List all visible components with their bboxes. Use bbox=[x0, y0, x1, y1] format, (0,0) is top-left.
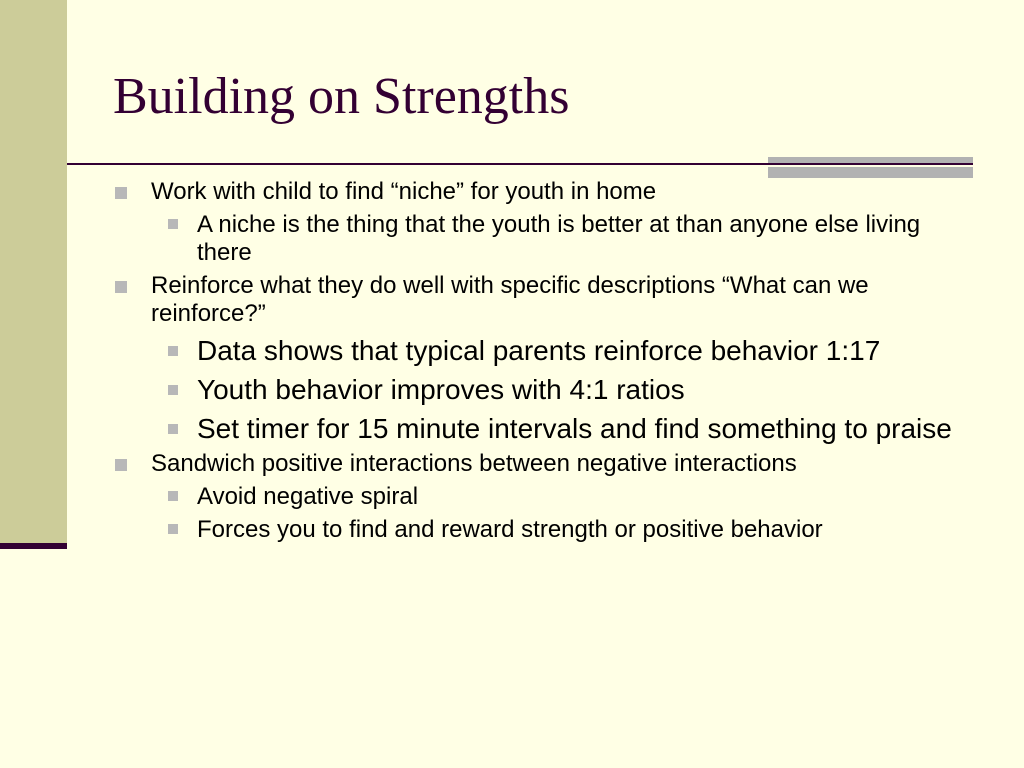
square-bullet-icon bbox=[168, 385, 178, 395]
divider-accent-bottom bbox=[768, 167, 973, 178]
sub-bullet-text: A niche is the thing that the youth is better at than anyone else living there bbox=[197, 211, 921, 266]
sub-bullet-text: Data shows that typical parents reinforce behavior 1:17 bbox=[197, 335, 881, 366]
square-bullet-icon bbox=[115, 459, 127, 471]
square-bullet-icon bbox=[115, 187, 127, 199]
bullet-item bbox=[110, 272, 970, 328]
bullet-text: Sandwich positive interactions between negative interactions bbox=[151, 450, 797, 477]
bullet-text: Work with child to find “niche” for youth in home bbox=[151, 178, 657, 205]
square-bullet-icon bbox=[168, 524, 178, 534]
slide-title: Building on Strengths bbox=[113, 68, 570, 125]
bullet-item bbox=[110, 178, 970, 206]
bullet-list bbox=[110, 178, 970, 544]
square-bullet-icon bbox=[168, 491, 178, 501]
left-decorative-bar bbox=[0, 0, 67, 546]
sub-bullet-text: Set timer for 15 minute intervals and find something to praise bbox=[197, 413, 952, 444]
sub-bullet-text: Avoid negative spiral bbox=[197, 483, 419, 510]
divider-accent-top bbox=[768, 157, 973, 163]
square-bullet-icon bbox=[168, 346, 178, 356]
sub-bullet-text: Forces you to find and reward strength or positive behavior bbox=[197, 516, 823, 543]
sub-bullet-text: Youth behavior improves with 4:1 ratios bbox=[197, 374, 685, 405]
sub-bullet-item bbox=[110, 413, 970, 445]
square-bullet-icon bbox=[115, 281, 127, 293]
bullet-text: Reinforce what they do well with specific descriptions “What can we reinforce?” bbox=[151, 272, 869, 327]
sub-bullet-item bbox=[110, 516, 970, 544]
sub-bullet-item bbox=[110, 483, 970, 511]
square-bullet-icon bbox=[168, 219, 178, 229]
sub-bullet-item bbox=[110, 335, 970, 367]
bullet-item bbox=[110, 450, 970, 478]
square-bullet-icon bbox=[168, 424, 178, 434]
sub-bullet-item bbox=[110, 374, 970, 406]
left-bar-accent-line bbox=[0, 543, 67, 549]
title-divider bbox=[67, 163, 973, 165]
sub-bullet-item bbox=[110, 211, 970, 267]
